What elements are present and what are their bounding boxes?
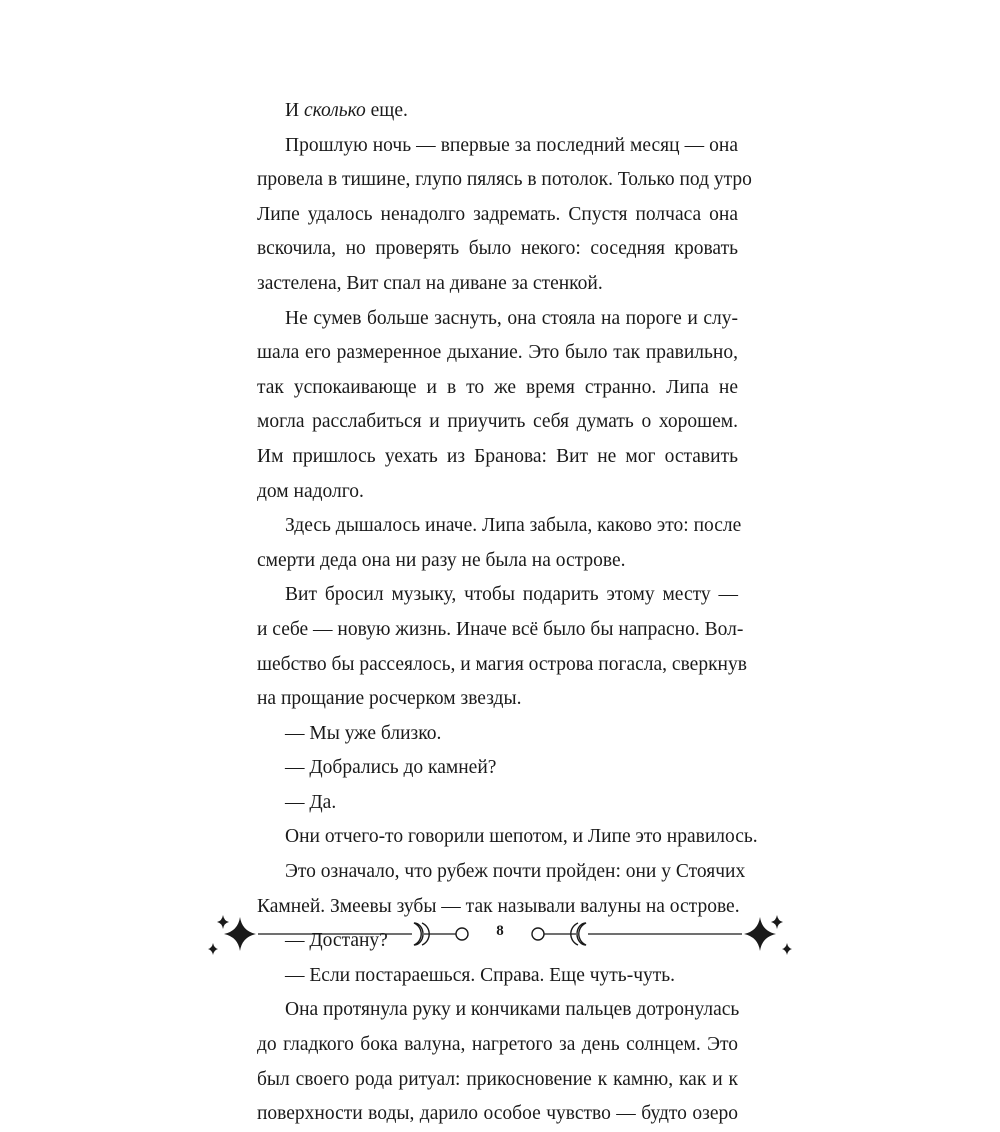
text-run: Липе удалось ненадолго задремать. Спустя полчаса она [257,203,738,225]
sparkle-star-icon [208,943,218,955]
text-line [257,786,738,821]
ring-icon [532,928,544,940]
text-run: — Мы уже близко. [285,722,442,744]
text-run: шала его размеренное дыхание. Это было так правильно, [257,342,738,364]
text-run: и себе — новую жизнь. Иначе всё было бы напрасно. Вол- [257,618,744,640]
text-run: — Достану? [285,930,388,952]
text-run: поверхности воды, дарило особое чувство — будто озеро [257,1103,738,1125]
text-run: Она протянула руку и кончиками пальцев дотронулась [285,999,740,1021]
sparkle-star-icon [782,943,792,955]
text-line [257,544,738,579]
text-run: дом надолго. [257,480,364,502]
text-line [257,751,738,786]
text-run: до гладкого бока валуна, нагретого за день солнцем. Это [257,1034,738,1056]
text-run: смерти деда она ни разу не была на острове. [257,549,626,571]
text-line [257,682,738,717]
text-run: на прощание росчерком звезды. [257,688,522,710]
sparkle-star-icon [744,917,776,951]
text-line [257,336,738,371]
text-line [257,405,738,440]
text-run: могла расслабиться и приучить себя думать о хорошем. [257,411,738,433]
text-line [257,717,738,752]
text-line [257,509,742,544]
text-line [257,1028,738,1063]
text-line [257,371,738,406]
text-line [257,1063,738,1098]
text-run: И [285,100,304,121]
text-run: застелена, Вит спал на диване за стенкой. [257,272,603,294]
text-run: — Если постараешься. Справа. Еще чуть-чуть. [285,964,676,986]
text-line [257,129,738,164]
text-run: провела в тишине, глупо пялясь в потолок. Только под утро [257,169,752,191]
sparkle-star-icon [771,915,783,929]
text-line [257,648,747,683]
text-line [257,820,758,855]
body-text [257,94,758,1132]
text-line [257,267,738,302]
text-line [257,855,746,890]
text-line [257,163,752,198]
text-run: Не сумев больше заснуть, она стояла на пороге и слу- [285,307,738,329]
page-number: 8 [485,920,515,942]
text-line [257,613,744,648]
text-line [257,993,738,1028]
text-line [257,475,738,510]
text-line [257,578,738,613]
text-run: Здесь дышалось иначе. Липа забыла, каково это: после [285,515,742,537]
text-line [257,302,738,337]
text-line [257,440,738,475]
sparkle-star-icon [217,915,229,929]
text-run: вскочила, но проверять было некого: соседняя кровать [257,238,738,260]
sparkle-star-icon [224,917,256,951]
text-line [257,1097,738,1132]
text-run: Они отчего-то говорили шепотом, и Липе это нравилось. [285,826,758,848]
text-line [257,94,738,129]
text-line [257,198,738,233]
text-run: Камней. Змеевы зубы — так называли валуны на острове. [257,895,740,917]
text-run: Вит бросил музыку, чтобы подарить этому месту — [285,584,738,606]
text-run: — Да. [285,791,337,813]
text-run: еще. [365,100,408,121]
text-run: шебство бы рассеялось, и магия острова погасла, сверкнув [257,653,747,675]
text-line [257,232,738,267]
emphasized-text: сколько [303,100,366,121]
text-run: был своего рода ритуал: прикосновение к камню, как и к [257,1068,738,1090]
text-run: так успокаивающе и в то же время странно. Липа не [257,376,738,398]
text-run: Прошлую ночь — впервые за последний месяц — она [285,134,738,156]
text-run: Это означало, что рубеж почти пройден: они у Стоячих [285,861,746,883]
text-run: Им пришлось уехать из Бранова: Вит не мог оставить [257,445,738,467]
text-run: — Добрались до камней? [285,757,497,779]
ring-icon [456,928,468,940]
